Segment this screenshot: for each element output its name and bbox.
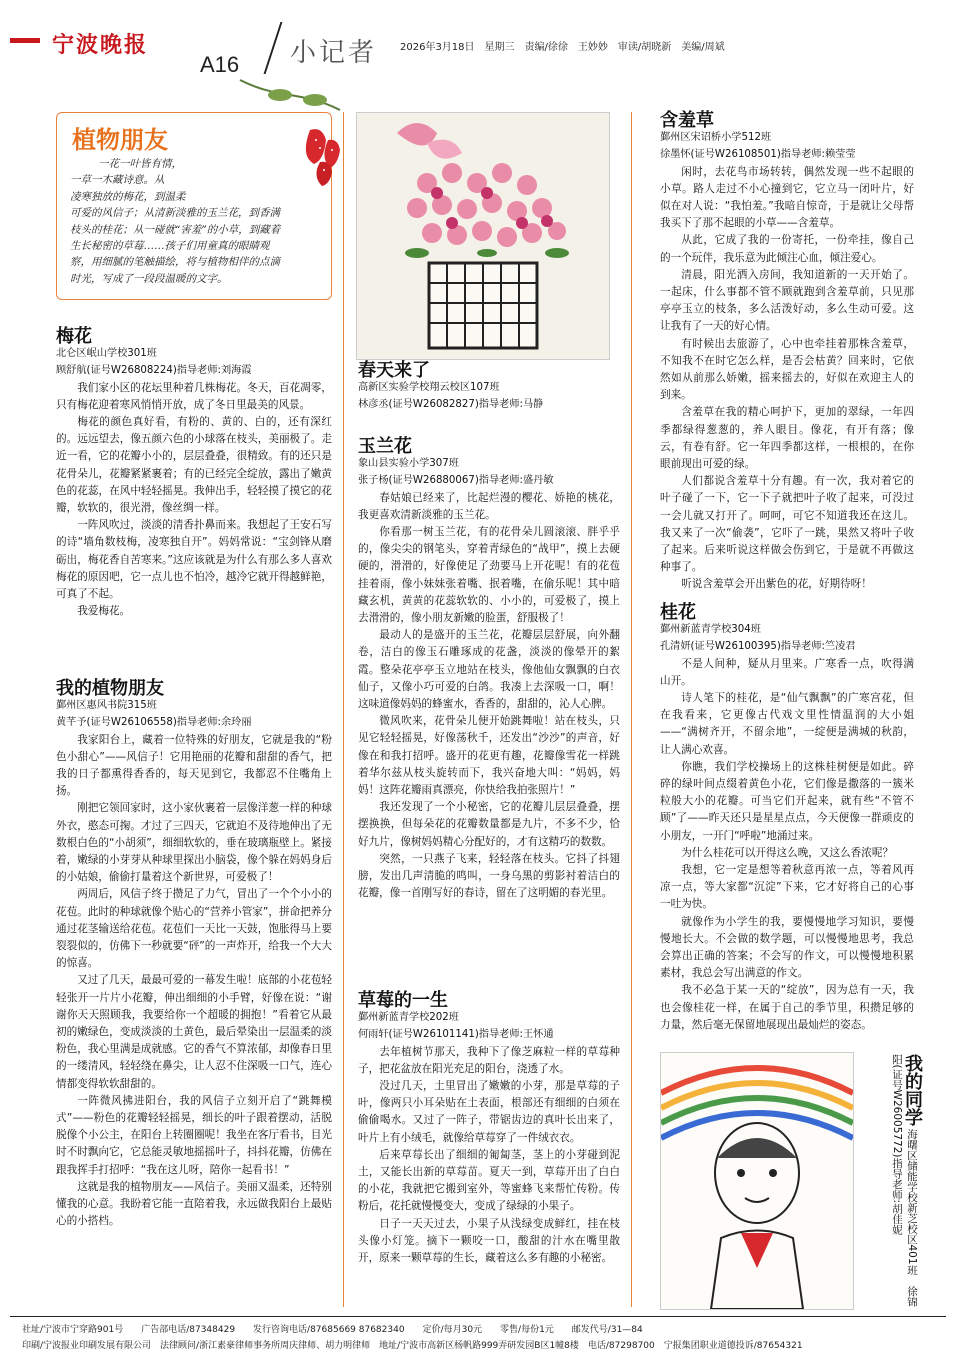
intro-line: 生长秘密的草莓……孩子们用童真的眼睛观	[70, 240, 270, 253]
article-chuntian	[358, 362, 620, 414]
article-paragraph: 不是人间种，疑从月里来。广寒香一点，吹得满山开。	[660, 657, 914, 687]
intro-line: 可爱的风信子；从清新淡雅的玉兰花，到香满	[70, 207, 280, 220]
flower-drawing	[356, 112, 610, 360]
article-school: 北仑区岷山学校301班	[56, 348, 157, 360]
intro-line: 一花一叶皆有情，	[98, 158, 182, 170]
article-author: 张子杨(证号W26880067)指导老师:盛丹敏	[358, 475, 554, 487]
article-paragraph: 我们家小区的花坛里种着几株梅花。冬天，百花凋零，只有梅花迎着寒风悄悄开放，成了冬日里最美的风景。	[56, 381, 332, 411]
article-paragraph: 日子一天天过去，小果子从浅绿变成鲜红，挂在枝头像小灯笼。摘下一颗咬一口，酸甜的汁水在嘴里散开，原来一颗草莓的生长，藏着这么多有趣的小秘密。	[358, 1217, 620, 1265]
article-paragraph: 我爱梅花。	[77, 605, 131, 618]
intro-line: 凌寒独放的梅花，到温柔	[70, 190, 186, 203]
article-wodetongxue	[862, 1054, 923, 1308]
article-school: 鄞州新蓝青学校202班	[358, 1012, 459, 1024]
article-paragraph: 去年植树节那天，我种下了像芝麻粒一样的草莓种子，把花盆放在阳光充足的阳台，浇透了水。	[358, 1045, 620, 1075]
article-title: 草莓的一生	[358, 990, 448, 1011]
article-paragraph: 梅花的颜色真好看，有粉的、黄的、白的，还有深红的。远远望去，像五颜六色的小球落在枝头，美丽极了。走近一看，它的花瓣小小的，层层叠叠，很精致。有的还只是花骨朵儿，花瓣紧紧裹着；有的已经完全绽放，露出了嫩黄色的花蕊，在风中轻轻摇晃。我伸出手，轻轻摸了摸它的花瓣，软软的，很光滑，像丝绸一样。	[56, 416, 332, 515]
article-author: 何雨轩(证号W26101141)指导老师:王怀通	[358, 1029, 554, 1041]
column-divider	[343, 112, 344, 1307]
article-credit: 海曙区储能学校新芝校区401班 徐锦阳(证号W26005772)指导老师:胡佳妮	[891, 1054, 918, 1307]
article-paragraph: 就像作为小学生的我，要慢慢地学习知识，要慢慢地长大。不会做的数学题，可以慢慢地思考，我总会算出正确的答案；不会写的作文，可以慢慢地积累素材，我总会写出满意的作文。	[660, 915, 914, 980]
article-title: 梅花	[56, 326, 92, 347]
article-paragraph: 为什么桂花可以开得这么晚，又这么香浓呢？	[681, 846, 894, 859]
article-wodezhiwu	[56, 680, 332, 1231]
classmate-portrait-drawing	[660, 1052, 854, 1310]
article-author: 黄芊予(证号W26106558)指导老师:余玲丽	[56, 717, 252, 729]
article-paragraph: 微风吹来，花骨朵儿便开始跳舞啦！站在枝头，只见它轻轻摇晃，好像荡秋千，还发出“沙沙”的声音，好像在和我打招呼。盛开的花更有趣，花瓣像雪花一样跳着华尔兹从枝头旋转而下，我兴奋地大叫：“妈妈，妈妈！这阵花瓣雨真漂亮，你快给我拍张照片！”	[358, 715, 620, 797]
footer-rule	[10, 1316, 946, 1317]
footer-line-1: 社址/宁波市宁穿路901号 广告部电话/87348429 发行咨询电话/87685669 87682340 定价/每月30元 零售/每份1元 邮发代号/31—84	[22, 1325, 643, 1335]
article-paragraph: 又过了几天，最最可爱的一幕发生啦！底部的小花苞轻轻张开一片片小花瓣，伸出细细的小手臂，好像在说：“谢谢你天天照顾我，我要给你一个超暖的拥抱！”看着它从最初的嫩绿色，变成淡淡的土黄色，最后晕染出一层温柔的淡粉色，我心里满是成就感。它的香气不算浓郁，却像春日里的一缕清风，轻轻绕在鼻尖，让人忍不住深吸一口气，连心情都变得软软甜甜的。	[56, 974, 332, 1090]
article-title: 我的同学	[902, 1054, 923, 1126]
article-paragraph: 最动人的是盛开的玉兰花，花瓣层层舒展，向外翻卷，洁白的像玉石雕琢成的花盏，淡淡的像晕开的絮霞。整朵花亭亭玉立地站在枝头，像他仙女飘飘的白衣仙子，又像小巧可爱的白鸽。我凑上去深吸一口，啊！这味道像妈妈的蜂蜜水，香香的，甜甜的，沁人心脾。	[358, 629, 620, 711]
article-author: 顾舒航(证号W26808224)指导老师:刘海霞	[56, 365, 252, 377]
article-paragraph: 一阵微风拂进阳台，我的风信子立刻开启了“跳舞模式”——粉色的花瓣轻轻摇晃，细长的叶子跟着摆动，活脱脱像个小公主，在阳台上转圈圈呢！我坐在客厅看书，目光时不时飘向它，它总能灵敏地摇摇叶子，抖抖花瓣，仿佛在跟我挥手打招呼：“我在这儿呀，陪你一起看书！”	[56, 1094, 332, 1176]
article-paragraph: 有时候出去旅游了，心中也牵挂着那株含羞草，不知我不在时它怎么样，是否会枯黄？回来时，它依然如从前那么娇嫩，摇来摇去的，好似在欢迎主人的到来。	[660, 337, 914, 402]
article-school: 鄞州区宋诏桥小学512班	[660, 132, 772, 144]
article-paragraph: 后来草莓长出了细细的匍匐茎，茎上的小芽碰到泥土，又能长出新的草莓苗。夏天一到，草莓开出了白白的小花，我就把它搬到室外，等蜜蜂飞来帮忙传粉。传粉后，花托就慢慢变大，变成了绿绿的小果子。	[358, 1148, 620, 1213]
masthead-accent-bar	[10, 38, 40, 43]
newspaper-name: 宁波晚报	[52, 32, 149, 58]
article-paragraph: 人们都说含羞草十分有趣。有一次，我对着它的叶子碰了一下，它一下子就把叶子收了起来，可没过一会儿就又打开了。呵呵，可它不知道我还在这儿。我又来了一次“偷袭”，它吓了一跳，果然又将叶子收了起来。后来听说这样做会伤到它，于是就不再做这种事了。	[660, 475, 914, 574]
article-paragraph: 你看那一树玉兰花，有的花骨朵儿圆滚滚、胖乎乎的，像尖尖的钢笔头，穿着青绿色的“战甲”，摸上去硬硬的，滑滑的，好像使足了劲要马上开花呢！有的花苞挂着雨，像小妹妹张着嘴、抿着嘴，在偷乐呢！其中暗藏玄机，黄黄的花蕊软软的、小小的，可爱极了，摸上去滑滑的，像小朋友新嫩的脸蛋，舒服极了！	[358, 526, 620, 625]
article-title: 我的植物朋友	[56, 678, 164, 699]
article-title: 含羞草	[660, 110, 714, 131]
masthead-divider	[264, 22, 283, 74]
article-title: 桂花	[660, 602, 696, 623]
article-paragraph: 你瞧，我们学校操场上的这株桂树便是如此。碎碎的绿叶间点缀着黄色小花，它们像是撒落的一簇米粒般大小的花瓣。可当它们开起来，就有些“不管不顾”了——昨天还只是星星点点，今天便像一群顽皮的小朋友，一开门“呼啦”地涌过来。	[660, 760, 914, 842]
article-school: 鄞州区惠风书院315班	[56, 700, 157, 712]
article-yulanhua	[358, 438, 620, 902]
article-paragraph: 清晨，阳光洒入房间，我知道新的一天开始了。一起床，什么事都不管不顾就跑到含羞草前，只见那亭亭玉立的枝条，多么活泼好动，多么生动可爱。这让我有了一天的好心情。	[660, 268, 914, 333]
article-paragraph: 一阵风吹过，淡淡的清香扑鼻而来。我想起了王安石写的诗“墙角数枝梅，凌寒独自开”。妈妈常说：“宝剑锋从磨砺出，梅花香自苦寒来。”这应该就是为什么有那么多人喜欢梅花的原因吧，它一点儿也不怕冷，越冷它就开得越鲜艳，可真了不起。	[56, 519, 332, 601]
page-number: A16	[200, 52, 240, 77]
article-paragraph: 从此，它成了我的一份寄托，一份牵挂，像自己的一个玩伴，我乐意为此倾注心血，倾注爱心。	[660, 234, 914, 264]
article-school: 高新区实验学校翔云校区107班	[358, 382, 500, 394]
intro-line: 察，用细腻的笔触描绘，将与植物相伴的点滴	[70, 256, 280, 269]
article-caomei	[358, 992, 620, 1267]
section-title: 小记者	[290, 38, 378, 68]
article-title: 春天来了	[358, 360, 430, 381]
article-paragraph: 我还发现了一个小秘密，它的花瓣儿层层叠叠，摆摆换换，但每朵花的花瓣数量都是九片，不多不少，恰好九片，像树妈妈精心分配好的，才有这精巧的数数。	[358, 801, 620, 848]
intro-line: 一草一木藏诗意。从	[70, 174, 165, 187]
article-title: 玉兰花	[358, 436, 412, 457]
article-paragraph: 刚把它领回家时，这小家伙裹着一层像洋葱一样的种球外衣，憨态可掬。才过了三四天，它就迫不及待地伸出了无数根白色的“小胡须”，细细软软的，垂在玻璃瓶壁上。紧接着，嫩绿的小芽芽从种球里探出小脑袋，像个躲在妈妈身后的小姑娘，偷偷打量着这个新世界，可爱极了！	[56, 802, 332, 884]
article-paragraph: 诗人笔下的桂花，是“仙气飘飘”的广寒宫花，但在我看来，它更像古代戏文里性情温润的大小姐——“满树齐开，不留余地”，一绽便是满城的秋韵，让人满心欢喜。	[660, 692, 914, 756]
article-paragraph: 听说含羞草会开出紫色的花，好期待呀！	[681, 578, 872, 591]
article-paragraph: 我想，它一定是想等着秋意再浓一点，等着风再凉一点，等大家都“沉淀”下来，它才好将自己的心事一吐为快。	[660, 864, 914, 911]
article-paragraph: 两周后，风信子终于攒足了力气，冒出了一个个小小的花苞。此时的种球就像个贴心的“营养小管家”，拼命把养分通过花茎输送给花苞。花苞们一天比一天鼓，饱胀得马上要裂裂似的，仿佛下一秒就要“砰”的一声炸开，给我一个大大的惊喜。	[56, 888, 332, 970]
intro-title: 植物朋友	[72, 126, 168, 154]
article-paragraph: 含羞草在我的精心呵护下，更加的翠绿，一年四季都绿得葱葱的，养人眼目。像花，有开有落；像云，有卷有舒。它一年四季都这样，一根根的，在你眼前现出可爱的绿。	[660, 406, 914, 471]
intro-line: 枝头的桂花；从一碰就“害羞”的小草，到藏着	[70, 223, 281, 236]
article-school: 象山县实验小学307班	[358, 458, 459, 470]
article-paragraph: 突然，一只燕子飞来，轻轻落在枝头。它抖了抖翅膀，发出几声清脆的鸣叫，一身乌黑的剪影衬着洁白的花瓣，像一首刚写好的春诗，留在了这明媚的春光里。	[358, 852, 620, 900]
article-school: 鄞州新蓝青学校304班	[660, 624, 761, 636]
article-paragraph: 闲时，去花鸟市场转转，偶然发现一些不起眼的小草。路人走过不小心撞到它，它立马一闭叶片，好似在对人说：“我怕羞。”我暗自惊奇，于是就让父母帮我买下了那不起眼的小草——含羞草。	[660, 165, 914, 230]
article-meihua	[56, 328, 332, 620]
article-author: 孔清妍(证号W26100395)指导老师:竺凌君	[660, 641, 856, 653]
footer-line-2: 印刷/宁波报业印刷发展有限公司 法律顾问/浙江素豪律师事务所周庆律师、胡力明律师 地址/宁波市高新区杨帆路999弄研发园B区1幢8楼 电话/87298700 宁报集团职业道德投诉/87654321	[22, 1341, 803, 1351]
article-guihua	[660, 604, 914, 1034]
article-paragraph: 我不必急于某一天的“绽放”，因为总有一天，我也会像桂花一样，在属于自己的季节里，积攒足够的力量，然后毫无保留地展现出最灿烂的姿态。	[660, 984, 914, 1031]
article-paragraph: 春姑娘已经来了，比起烂漫的樱花、娇艳的桃花，我更喜欢清新淡雅的玉兰花。	[358, 491, 620, 521]
article-paragraph: 没过几天，土里冒出了嫩嫩的小芽，那是草莓的子叶，像两只小耳朵贴在土表面，根部还有细细的白须在偷偷喝水。又过了一阵子，带锯齿边的真叶长出来了，叶片上有小绒毛，就像给草莓穿了一件绒衣衣。	[358, 1080, 620, 1144]
article-hanxiucao	[660, 112, 914, 594]
issue-meta: 2026年3月18日 星期三 责编/徐徐 王妙妙 审读/胡晓新 美编/周斌	[400, 42, 725, 53]
article-paragraph: 我家阳台上，藏着一位特殊的好朋友，它就是我的“粉色小甜心”——风信子！它用艳丽的花瓣和甜甜的香气，把我的日子都熏得香香的，每天见到它，我都忍不住嘴角上扬。	[56, 733, 332, 798]
article-author: 林彦丞(证号W26082827)指导老师:马静	[358, 399, 544, 411]
article-paragraph: 这就是我的植物朋友——风信子。美丽又温柔，还特别懂我的心意。我盼着它能一直陪着我，永远做我阳台上最贴心的小搭档。	[56, 1180, 332, 1228]
article-author: 徐墨怀(证号W26108501)指导老师:赖莹莹	[660, 149, 856, 161]
intro-line: 时光，写成了一段段温暖的文字。	[70, 272, 228, 285]
column-divider	[631, 112, 632, 1307]
intro-text	[70, 156, 326, 287]
